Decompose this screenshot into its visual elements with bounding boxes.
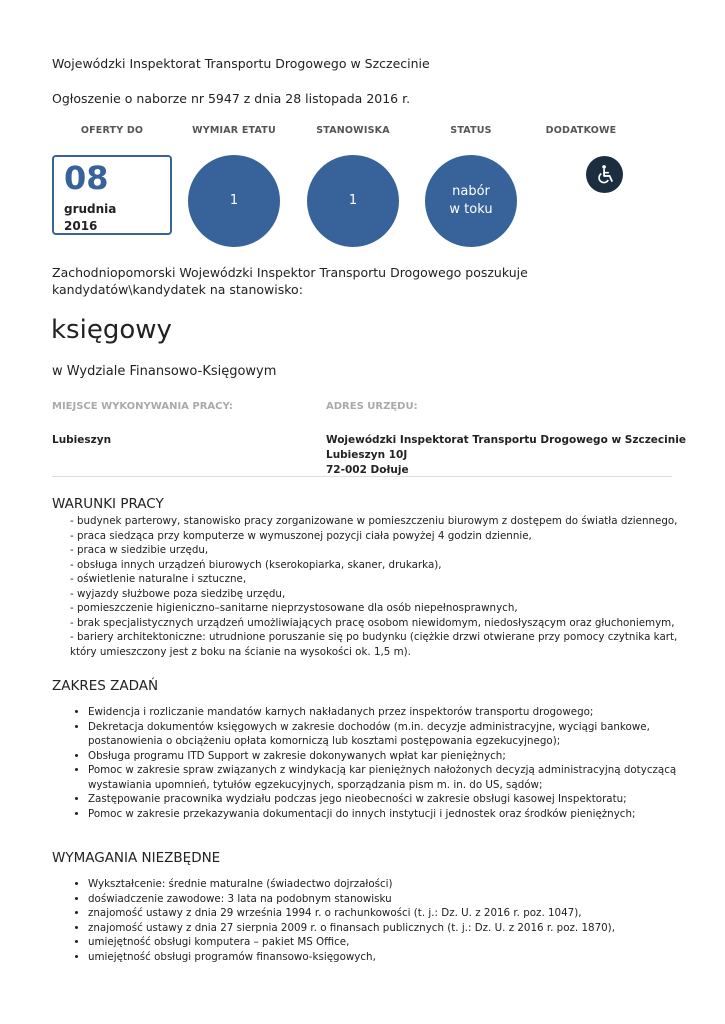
list-item: • znajomość ustawy z dnia 27 sierpnia 2009 r. o finansach publicznych (t. j.: Dz. U. z 2016 r. poz. 1870), [88, 921, 678, 936]
section-title-conditions: WARUNKI PRACY [52, 496, 164, 512]
address-line: Lubieszyn 10J [326, 449, 408, 461]
organization-name: Wojewódzki Inspektorat Transportu Drogowego w Szczecinie [52, 56, 430, 71]
list-item: • Pomoc w zakresie przekazywania dokumentacji do innych instytucji i jednostek oraz środków pieniężnych; [88, 807, 678, 822]
list-item: • Wykształcenie: średnie maturalne (świadectwo dojrzałości) [88, 877, 678, 892]
position-title: księgowy [51, 315, 172, 345]
status-line2: w toku [449, 202, 493, 217]
positions-circle [307, 155, 399, 247]
list-item: - budynek parterowy, stanowisko pracy zorganizowane w pomieszczeniu biurowym z dostępem do światła dziennego, [70, 515, 678, 527]
requirements-list [72, 877, 678, 964]
deadline-month: grudnia [64, 202, 117, 216]
status-value [449, 183, 492, 219]
deadline-day: 08 [64, 159, 109, 197]
header-deadline: OFERTY DO [80, 125, 144, 136]
list-item: • znajomość ustawy z dnia 29 września 1994 r. o rachunkowości (t. j.: Dz. U. z 2016 r. poz. 1047), [88, 906, 678, 921]
address-line: Wojewódzki Inspektorat Transportu Drogowego w Szczecinie [326, 434, 686, 446]
list-item: • Pomoc w zakresie spraw związanych z windykacją kar pieniężnych nałożonych decyzją administracyjną dotyczącą wystawiania upomnień, tytułów egzekucyjnych, sporządzania pism m. in. do US, sądów; [88, 763, 678, 792]
wheelchair-icon [586, 156, 623, 193]
fte-value: 1 [229, 193, 239, 208]
section-title-duties: ZAKRES ZADAŃ [52, 678, 159, 694]
address-value [326, 433, 686, 478]
list-item: • Dekretacja dokumentów księgowych w zakresie dochodów (m.in. decyzje administracyjne, wyciągi bankowe, postanowienia o obciążeniu opłata komorniczą lub kosztami postępowania egzekucyjnego); [88, 720, 678, 749]
deadline-box [52, 155, 172, 235]
department: w Wydziale Finansowo-Księgowym [52, 364, 277, 379]
header-positions: STANOWISKA [316, 125, 390, 136]
positions-value: 1 [348, 193, 358, 208]
status-line1: nabór [452, 184, 490, 199]
list-item: • umiejętność obsługi komputera – pakiet MS Office, [88, 935, 678, 950]
list-item: - pomieszczenie higieniczno–sanitarne nieprzystosowane dla osób niepełnosprawnych, [70, 602, 518, 614]
list-item: - bariery architektoniczne: utrudnione poruszanie się po budynku (ciężkie drzwi otwierane przy pomocy czytnika kart, [70, 631, 678, 643]
list-item: • doświadczenie zawodowe: 3 lata na podobnym stanowisku [88, 892, 678, 907]
notice-title: Ogłoszenie o naborze nr 5947 z dnia 28 listopada 2016 r. [52, 91, 411, 106]
divider [52, 476, 672, 477]
list-item: • umiejętność obsługi programów finansowo-księgowych, [88, 950, 678, 965]
section-title-requirements: WYMAGANIA NIEZBĘDNE [52, 850, 221, 866]
header-extra: DODATKOWE [545, 125, 617, 136]
list-item: - praca siedząca przy komputerze w wymuszonej pozycji ciała powyżej 4 godzin dziennie, [70, 529, 532, 542]
status-circle [425, 155, 517, 247]
list-item: - wyjazdy służbowe poza siedzibę urzędu, [70, 587, 286, 600]
header-fte: WYMIAR ETATU [192, 125, 276, 136]
list-item: • Obsługa programu ITD Support w zakresie dokonywanych wpłat kar pieniężnych; [88, 749, 678, 764]
list-item: • Zastępowanie pracownika wydziału podczas jego nieobecności w zakresie obsługi kasowej Inspektoratu; [88, 792, 678, 807]
conditions-list [70, 514, 680, 659]
list-item: - obsługa innych urządzeń biurowych (kserokopiarka, skaner, drukarka), [70, 558, 442, 571]
list-item: który umieszczony jest z boku na ścianie na wysokości ok. 1,5 m). [70, 645, 411, 658]
list-item: • Ewidencja i rozliczanie mandatów karnych nakładanych przez inspektorów transportu drogowego; [88, 705, 678, 720]
address-line: 72-002 Dołuje [326, 464, 409, 476]
fte-circle [188, 155, 280, 247]
intro-text: Zachodniopomorski Wojewódzki Inspektor Transportu Drogowego poszukuje kandydatów\kandydatek na stanowisko: [52, 265, 528, 297]
duties-list [72, 705, 678, 821]
list-item: - brak specjalistycznych urządzeń umożliwiających pracę osobom niewidomym, niedosłyszącym oraz głuchoniemym, [70, 616, 675, 629]
header-status: STATUS [450, 125, 492, 136]
deadline-year: 2016 [64, 219, 98, 233]
workplace-value: Lubieszyn [52, 434, 112, 446]
list-item: - praca w siedzibie urzędu, [70, 544, 209, 556]
address-label: ADRES URZĘDU: [326, 401, 418, 412]
list-item: - oświetlenie naturalne i sztuczne, [70, 573, 247, 585]
workplace-label: MIEJSCE WYKONYWANIA PRACY: [52, 401, 233, 412]
